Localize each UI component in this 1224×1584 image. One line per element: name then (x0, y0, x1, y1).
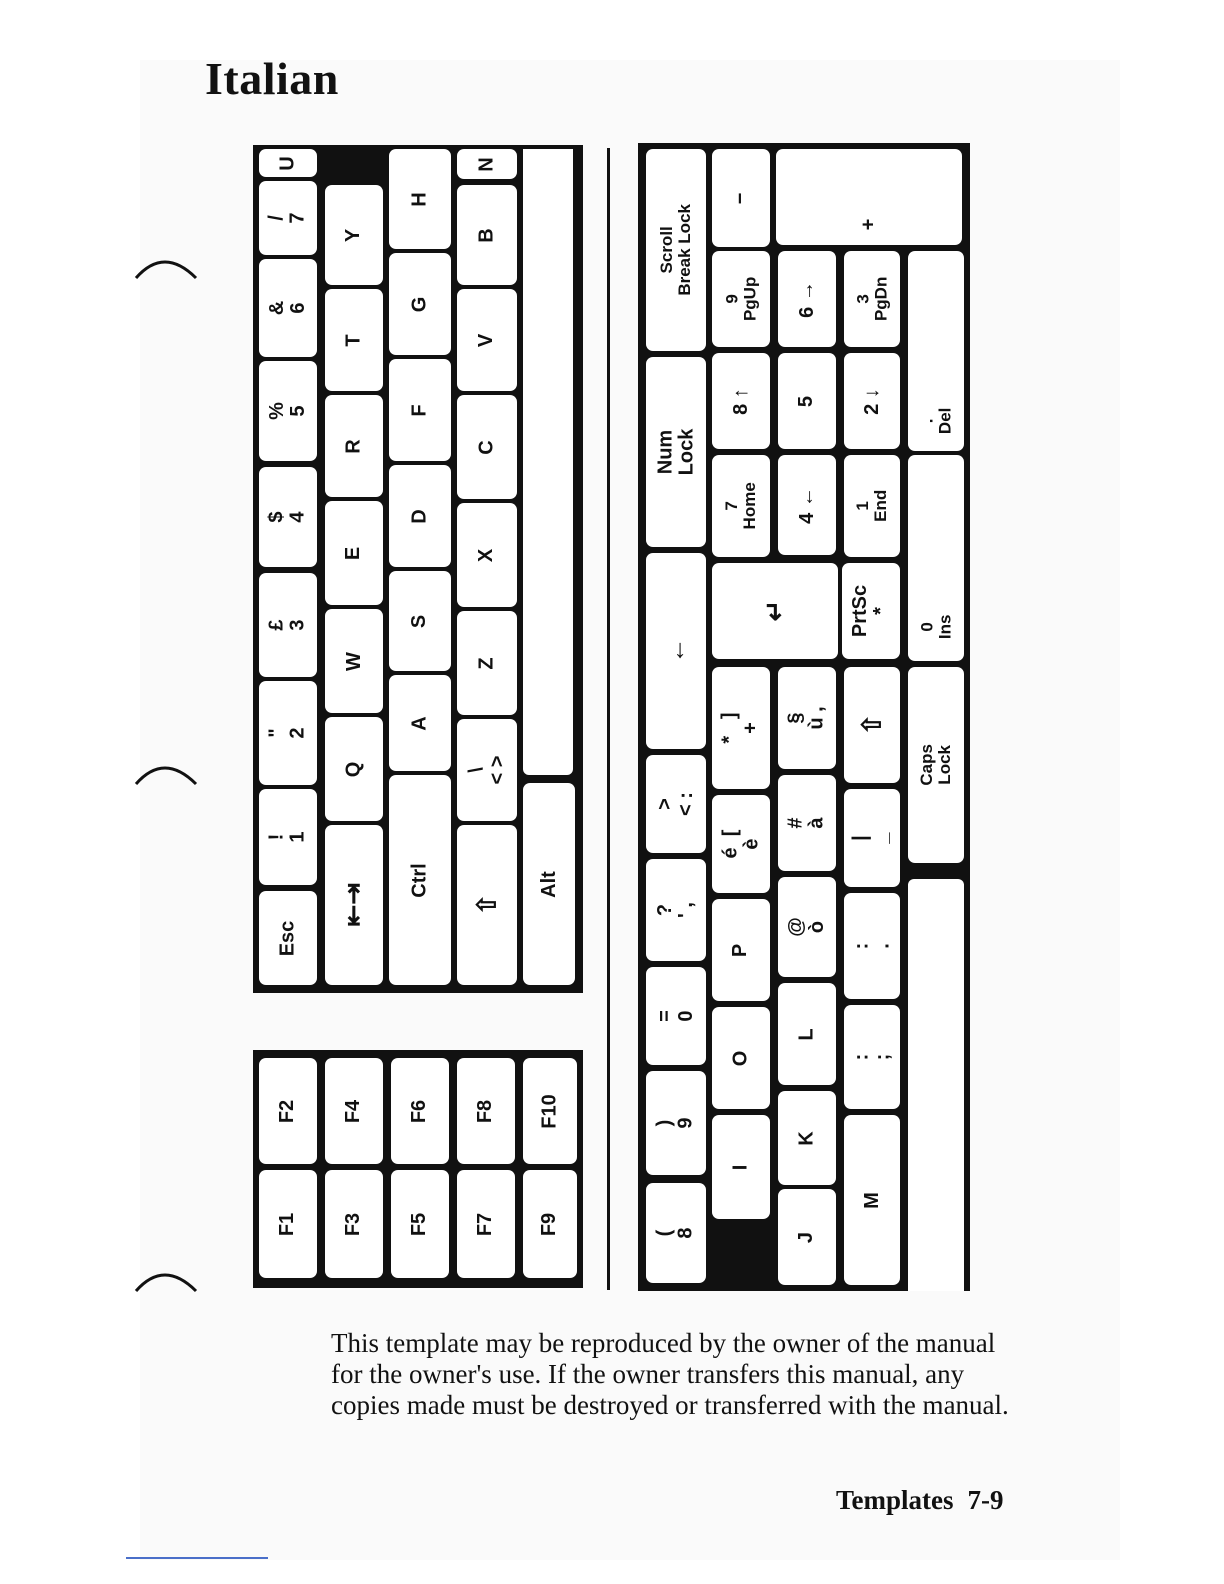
key-keypad-9: 9 PgUp (712, 251, 770, 347)
key-5: % 5 (259, 361, 317, 461)
key-keypad-1: 1 End (844, 455, 900, 557)
key-f5: F5 (391, 1170, 449, 1278)
key-alt: Alt (523, 783, 575, 985)
key-t: T (325, 289, 383, 391)
key-7: / 7 (259, 181, 317, 255)
key-p: P (712, 899, 770, 1001)
key-f10: F10 (523, 1058, 577, 1164)
key-g: G (389, 253, 451, 355)
key-keypad-4: 4 ← (778, 455, 836, 555)
key-d: D (389, 465, 451, 567)
key-f1: F1 (259, 1170, 317, 1278)
page-title: Italian (205, 53, 339, 104)
bottom-rule (126, 1557, 268, 1559)
key-c: C (457, 395, 517, 499)
key-0: = 0 (646, 967, 706, 1065)
key-j: J (778, 1189, 836, 1285)
key-f2: F2 (259, 1058, 317, 1164)
key-keypad-minus: − (712, 149, 770, 247)
key-tab: ⇤⇥ (325, 825, 383, 985)
key-left-shift: ⇧ (457, 825, 517, 985)
key-keypad-plus: + (776, 149, 962, 245)
key-f4: F4 (325, 1058, 383, 1164)
key-6: & 6 (259, 259, 317, 357)
binder-hole-mark (134, 1265, 198, 1295)
key-3: £ 3 (259, 573, 317, 677)
key-y: Y (325, 185, 383, 285)
key-keypad-2: 2 ↓ (844, 353, 900, 449)
key-question: ? ' , (646, 859, 706, 961)
key-a: A (389, 675, 451, 771)
key-k: K (778, 1091, 836, 1185)
key-a-grave: # à (778, 775, 836, 871)
key-9: ) 9 (646, 1071, 706, 1175)
key-u-grave: § ù , (778, 667, 836, 769)
page-footer (836, 1485, 1004, 1516)
key-l: L (778, 983, 836, 1085)
key-less-greater: \ < > (457, 719, 517, 821)
reproduction-notice: This template may be reproduced by the owner of the manual for the owner's use. If the owner transfers this manual, any copies made must be destroyed or transferred with the manual. (331, 1328, 1009, 1420)
key-f6: F6 (391, 1058, 449, 1164)
key-caps-edge (908, 879, 964, 1291)
key-x: X (457, 503, 517, 607)
key-backspace: ← (646, 553, 706, 749)
key-right-shift: ⇧ (844, 667, 900, 783)
key-keypad-5: 5 (778, 353, 836, 449)
key-b: B (457, 185, 517, 285)
key-space-edge (523, 149, 573, 775)
footer-page-number: 7-9 (967, 1485, 1004, 1515)
main-keyboard-template-right (638, 143, 970, 1291)
key-f3: F3 (325, 1170, 383, 1278)
key-num-lock: Num Lock (646, 357, 706, 547)
key-f7: F7 (457, 1170, 515, 1278)
key-keypad-6: 6 → (778, 251, 836, 347)
key-apostrophe-less: > < : (646, 755, 706, 853)
key-ctrl: Ctrl (389, 775, 451, 985)
key-keypad-0: 0 Ins (908, 455, 964, 661)
key-enter: ↵ (712, 563, 838, 659)
key-scroll-lock: Scroll Break Lock (646, 149, 706, 351)
key-4: $ 4 (259, 467, 317, 567)
key-2: " 2 (259, 681, 317, 785)
key-keypad-8: 8 ↑ (712, 353, 770, 449)
key-esc: Esc (259, 891, 317, 985)
key-m: M (844, 1115, 900, 1285)
function-key-template (253, 1050, 583, 1288)
footer-section: Templates (836, 1485, 954, 1515)
key-8: ( 8 (646, 1183, 706, 1283)
key-z: Z (457, 611, 517, 715)
key-e-grave: é [ è (712, 795, 770, 893)
key-1: ! 1 (259, 789, 317, 885)
key-n: N (457, 149, 517, 179)
key-plus: * ] + (712, 667, 770, 789)
key-w: W (325, 609, 383, 713)
key-f8: F8 (457, 1058, 515, 1164)
binder-hole-mark (134, 252, 198, 282)
key-o-grave: @ ò (778, 877, 836, 977)
key-keypad-del: . Del (908, 251, 964, 451)
key-colon: : . (844, 893, 900, 999)
key-r: R (325, 395, 383, 497)
key-f: F (389, 359, 451, 461)
key-u: U (259, 149, 317, 177)
key-caps-lock: Caps Lock (908, 667, 964, 863)
key-h: H (389, 149, 451, 249)
key-keypad-3: 3 PgDn (844, 251, 900, 347)
key-f9: F9 (523, 1170, 577, 1278)
key-semicolon: : ; (844, 1005, 900, 1109)
key-prtsc: PrtSc * (842, 563, 900, 659)
key-pipe: | _ (844, 789, 900, 887)
key-e: E (325, 501, 383, 605)
key-v: V (457, 289, 517, 391)
key-i: I (712, 1115, 770, 1219)
key-keypad-7: 7 Home (712, 455, 770, 557)
main-keyboard-template-left (253, 145, 583, 993)
key-s: S (389, 571, 451, 671)
key-o: O (712, 1007, 770, 1109)
cut-line (607, 148, 610, 1290)
key-q: Q (325, 717, 383, 821)
binder-hole-mark (134, 758, 198, 788)
